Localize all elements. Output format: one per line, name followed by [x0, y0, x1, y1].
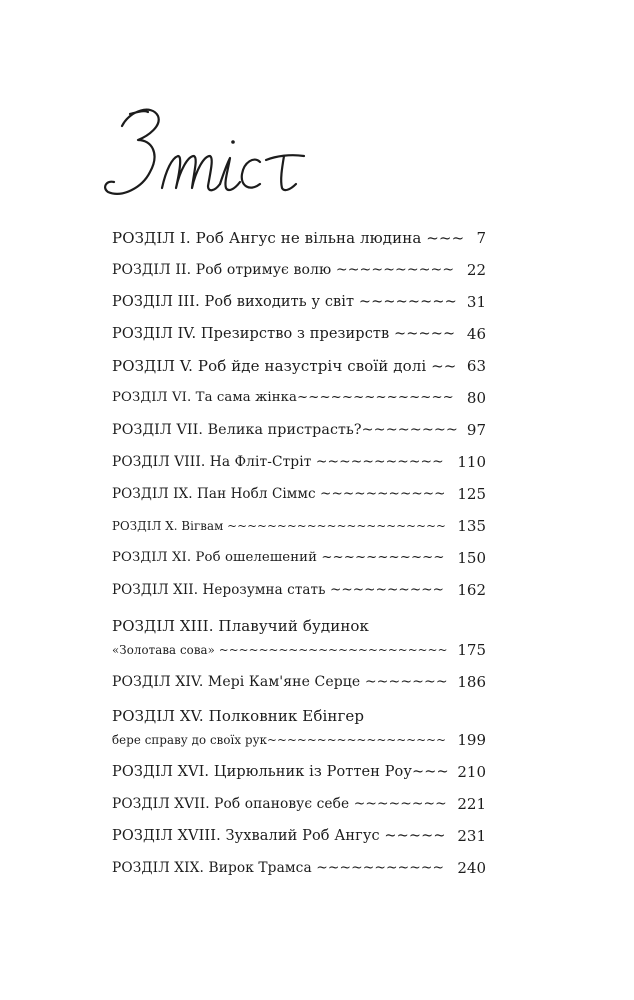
toc-entry-label: РОЗДІЛ VIII. На Фліт-Стріт ~~~~~~~~~~~	[112, 454, 444, 470]
toc-entry-page: 46	[466, 325, 486, 343]
toc-entry-label: РОЗДІЛ XV. Полковник Ебінгер	[112, 707, 365, 725]
toc-entry-page: 231	[457, 827, 486, 845]
toc-entry-page: 97	[466, 421, 486, 439]
toc-entry-label-cont: «Золотава сова» ~~~~~~~~~~~~~~~~~~~~~~~	[112, 643, 448, 657]
toc-entry-label: РОЗДІЛ X. Вігвам ~~~~~~~~~~~~~~~~~~~~~~	[112, 519, 446, 533]
toc-entry-page: 186	[457, 673, 486, 691]
toc-entry-page: 7	[476, 229, 486, 247]
toc-entry-label: РОЗДІЛ VII. Велика пристрасть?~~~~~~~~	[112, 422, 458, 438]
toc-entry-label: РОЗДІЛ XI. Роб ошелешений ~~~~~~~~~~~	[112, 550, 445, 565]
toc-entry-label: РОЗДІЛ XVIII. Зухвалий Роб Ангус ~~~~~	[112, 828, 446, 844]
toc-entry-label-cont: бере справу до своїх рук~~~~~~~~~~~~~~~~~~	[112, 733, 447, 747]
toc-entry-label: РОЗДІЛ I. Роб Ангус не вільна людина ~~~	[112, 229, 465, 247]
toc-entry-page: 22	[466, 261, 486, 279]
toc-entry-page: 31	[466, 293, 486, 311]
toc-entry-page: 199	[457, 731, 486, 749]
toc-entry-page: 80	[466, 389, 486, 407]
toc-entry-page: 210	[457, 763, 486, 781]
toc-entry-label: РОЗДІЛ XIII. Плавучий будинок	[112, 617, 370, 635]
toc-entry-page: 175	[457, 641, 486, 659]
toc-entry-label: РОЗДІЛ XVII. Роб опановує себе ~~~~~~~~	[112, 796, 447, 812]
toc-entry-label: РОЗДІЛ III. Роб виходить у світ ~~~~~~~~	[112, 294, 457, 310]
toc-entry-label: РОЗДІЛ XIX. Вирок Трамса ~~~~~~~~~~~	[112, 860, 445, 876]
toc-entry-page: 110	[457, 453, 486, 471]
toc-entry-label: РОЗДІЛ XIV. Мері Кам'яне Серце ~~~~~~~	[112, 674, 448, 690]
toc-entry-label: РОЗДІЛ XVI. Цирюльник із Роттен Роу~~~	[112, 764, 449, 780]
toc-entry-label: РОЗДІЛ VI. Та сама жінка~~~~~~~~~~~~~~	[112, 390, 454, 405]
toc-entry-label: РОЗДІЛ XII. Нерозумна стать ~~~~~~~~~~	[112, 582, 445, 598]
toc-entry-page: 240	[457, 859, 486, 877]
heading-zmist	[100, 96, 340, 236]
toc-entry-label: РОЗДІЛ IX. Пан Нобл Сіммс ~~~~~~~~~~~	[112, 486, 446, 502]
toc-entry-label: РОЗДІЛ V. Роб йде назустріч своїй долі ~~	[112, 357, 457, 375]
toc-entry-page: 162	[457, 581, 486, 599]
toc-entry-page: 150	[457, 549, 486, 567]
toc-entry-page: 125	[457, 485, 486, 503]
toc-entry-page: 63	[466, 357, 486, 375]
toc-entry-page: 135	[457, 517, 486, 535]
toc-entry-label: РОЗДІЛ IV. Презирство з презирств ~~~~~	[112, 326, 456, 342]
toc-entry-page: 221	[457, 795, 486, 813]
heading-script-svg	[100, 96, 340, 236]
toc-entry-label: РОЗДІЛ II. Роб отримує волю ~~~~~~~~~~	[112, 262, 455, 278]
